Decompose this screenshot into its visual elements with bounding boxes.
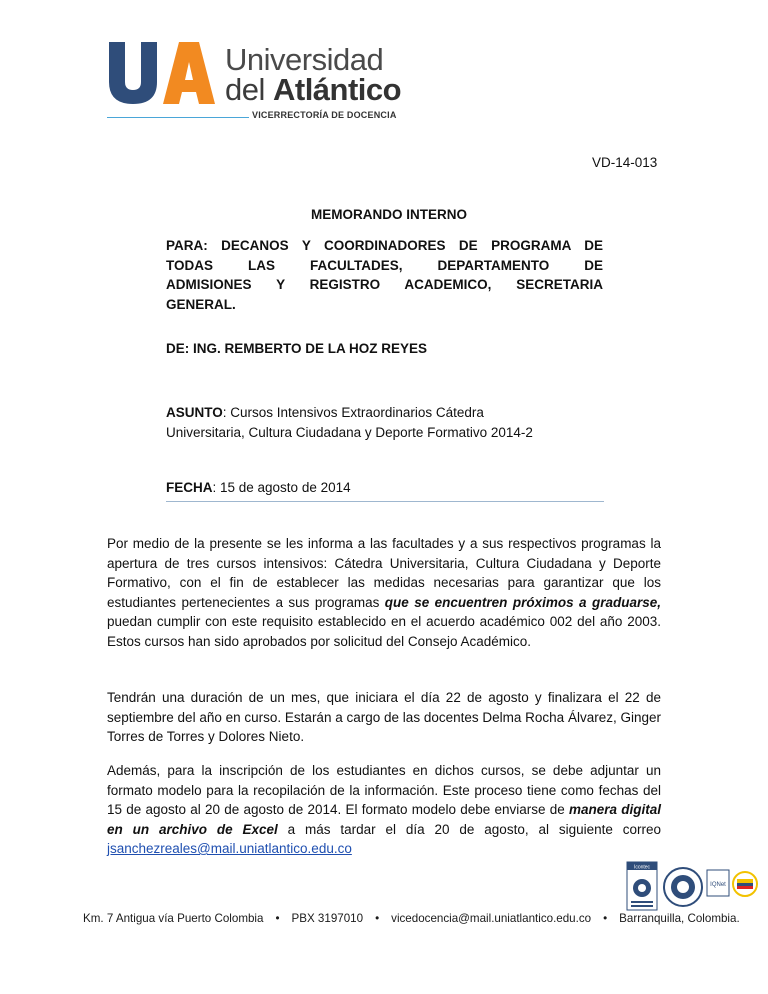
email-link[interactable]: jsanchezreales@mail.uniatlantico.edu.co [107, 841, 352, 856]
certification-circle-icon [664, 868, 702, 906]
logo-line-del-atlantico: del Atlántico [225, 72, 402, 107]
iqnet-seal-icon [707, 870, 729, 896]
para-line-3: ADMISIONES Y REGISTRO ACADEMICO, SECRETARIA [166, 277, 603, 293]
de-line: DE: ING. REMBERTO DE LA HOZ REYES [166, 341, 428, 356]
body-paragraph-1: Por medio de la presente se les informa a las facultades y a sus respectivos programas la apertura de tres cursos intensivos: Cátedra Universitaria, Cultura Ciudadana y Deporte Formativo, con el fin de establecer las medidas necesarias para garantizar que los estudiantes pertenecientes a sus programas que se encuentren próximos a graduarse, puedan cumplir con este requisito establecido en el acuerdo académico 002 del año 2003. Estos cursos han sido aprobados por solicitud del Consejo Académico. [107, 536, 661, 649]
fecha-line [166, 478, 603, 498]
fecha-label: FECHA [166, 480, 213, 495]
asunto-block [166, 403, 616, 442]
fecha-value: : 15 de agosto de 2014 [212, 480, 351, 495]
footer [83, 912, 763, 925]
header-divider [166, 501, 604, 502]
para-line-2: TODAS LAS FACULTADES, DEPARTAMENTO DE [166, 257, 603, 273]
footer-separator: • [375, 912, 380, 925]
asunto-text-2: Universitaria, Cultura Ciudadana y Deporte Formativo 2014-2 [166, 424, 533, 440]
footer-email[interactable]: vicedocencia@mail.uniatlantico.edu.co [391, 912, 592, 925]
footer-city: Barranquilla, Colombia. [619, 912, 740, 925]
para-line-4: GENERAL. [166, 297, 236, 313]
logo-line-universidad: Universidad [225, 42, 384, 77]
footer-address: Km. 7 Antigua vía Puerto Colombia [83, 912, 264, 925]
emphasis-graduating: que se encuentren próximos a graduarse, [384, 594, 661, 610]
memo-reference: VD-14-013 [592, 155, 658, 170]
footer-separator: • [275, 912, 280, 925]
body-paragraph-2: Tendrán una duración de un mes, que iniciara el día 22 de agosto y finalizara el 22 de septiembre del año en curso. Estarán a cargo de las docentes Delma Rocha Álvarez, Ginger Torres de Torres y Dolores Nieto. [107, 690, 661, 744]
para-block [166, 236, 603, 315]
svg-text:IQNet: IQNet [710, 882, 726, 888]
asunto-label: ASUNTO [166, 405, 223, 420]
footer-separator: • [603, 912, 608, 925]
body-paragraph-3: Además, para la inscripción de los estudiantes en dichos cursos, se debe adjuntar un formato modelo para la recopilación de la información. Este proceso tiene como fechas del 15 de agosto al 20 de agosto de 2014. El formato modelo debe enviarse de manera digital en un archivo de Excel a más tardar el día 20 de agosto, al siguiente correo jsanchezreales@mail.uniatlantico.edu.co [107, 763, 661, 856]
logo-rule [107, 117, 249, 118]
emphasis-digital-excel: manera digital en un archivo de Excel [107, 802, 661, 837]
logo-subtitle: VICERRECTORÍA DE DOCENCIA [252, 110, 397, 120]
certification-seals [625, 860, 760, 915]
university-logo [107, 40, 407, 125]
footer-pbx: PBX 3197010 [291, 912, 364, 925]
colombia-seal-icon [733, 872, 757, 896]
icontec-seal-icon [627, 862, 657, 910]
para-line-1: PARA: DECANOS Y COORDINADORES DE PROGRAMA DE [166, 238, 603, 253]
memo-title: MEMORANDO INTERNO [311, 207, 467, 222]
svg-text:Icontec: Icontec [633, 864, 651, 871]
ua-logo-mark-icon [107, 40, 217, 104]
asunto-text-1: : Cursos Intensivos Extraordinarios Cátedra [222, 405, 484, 420]
